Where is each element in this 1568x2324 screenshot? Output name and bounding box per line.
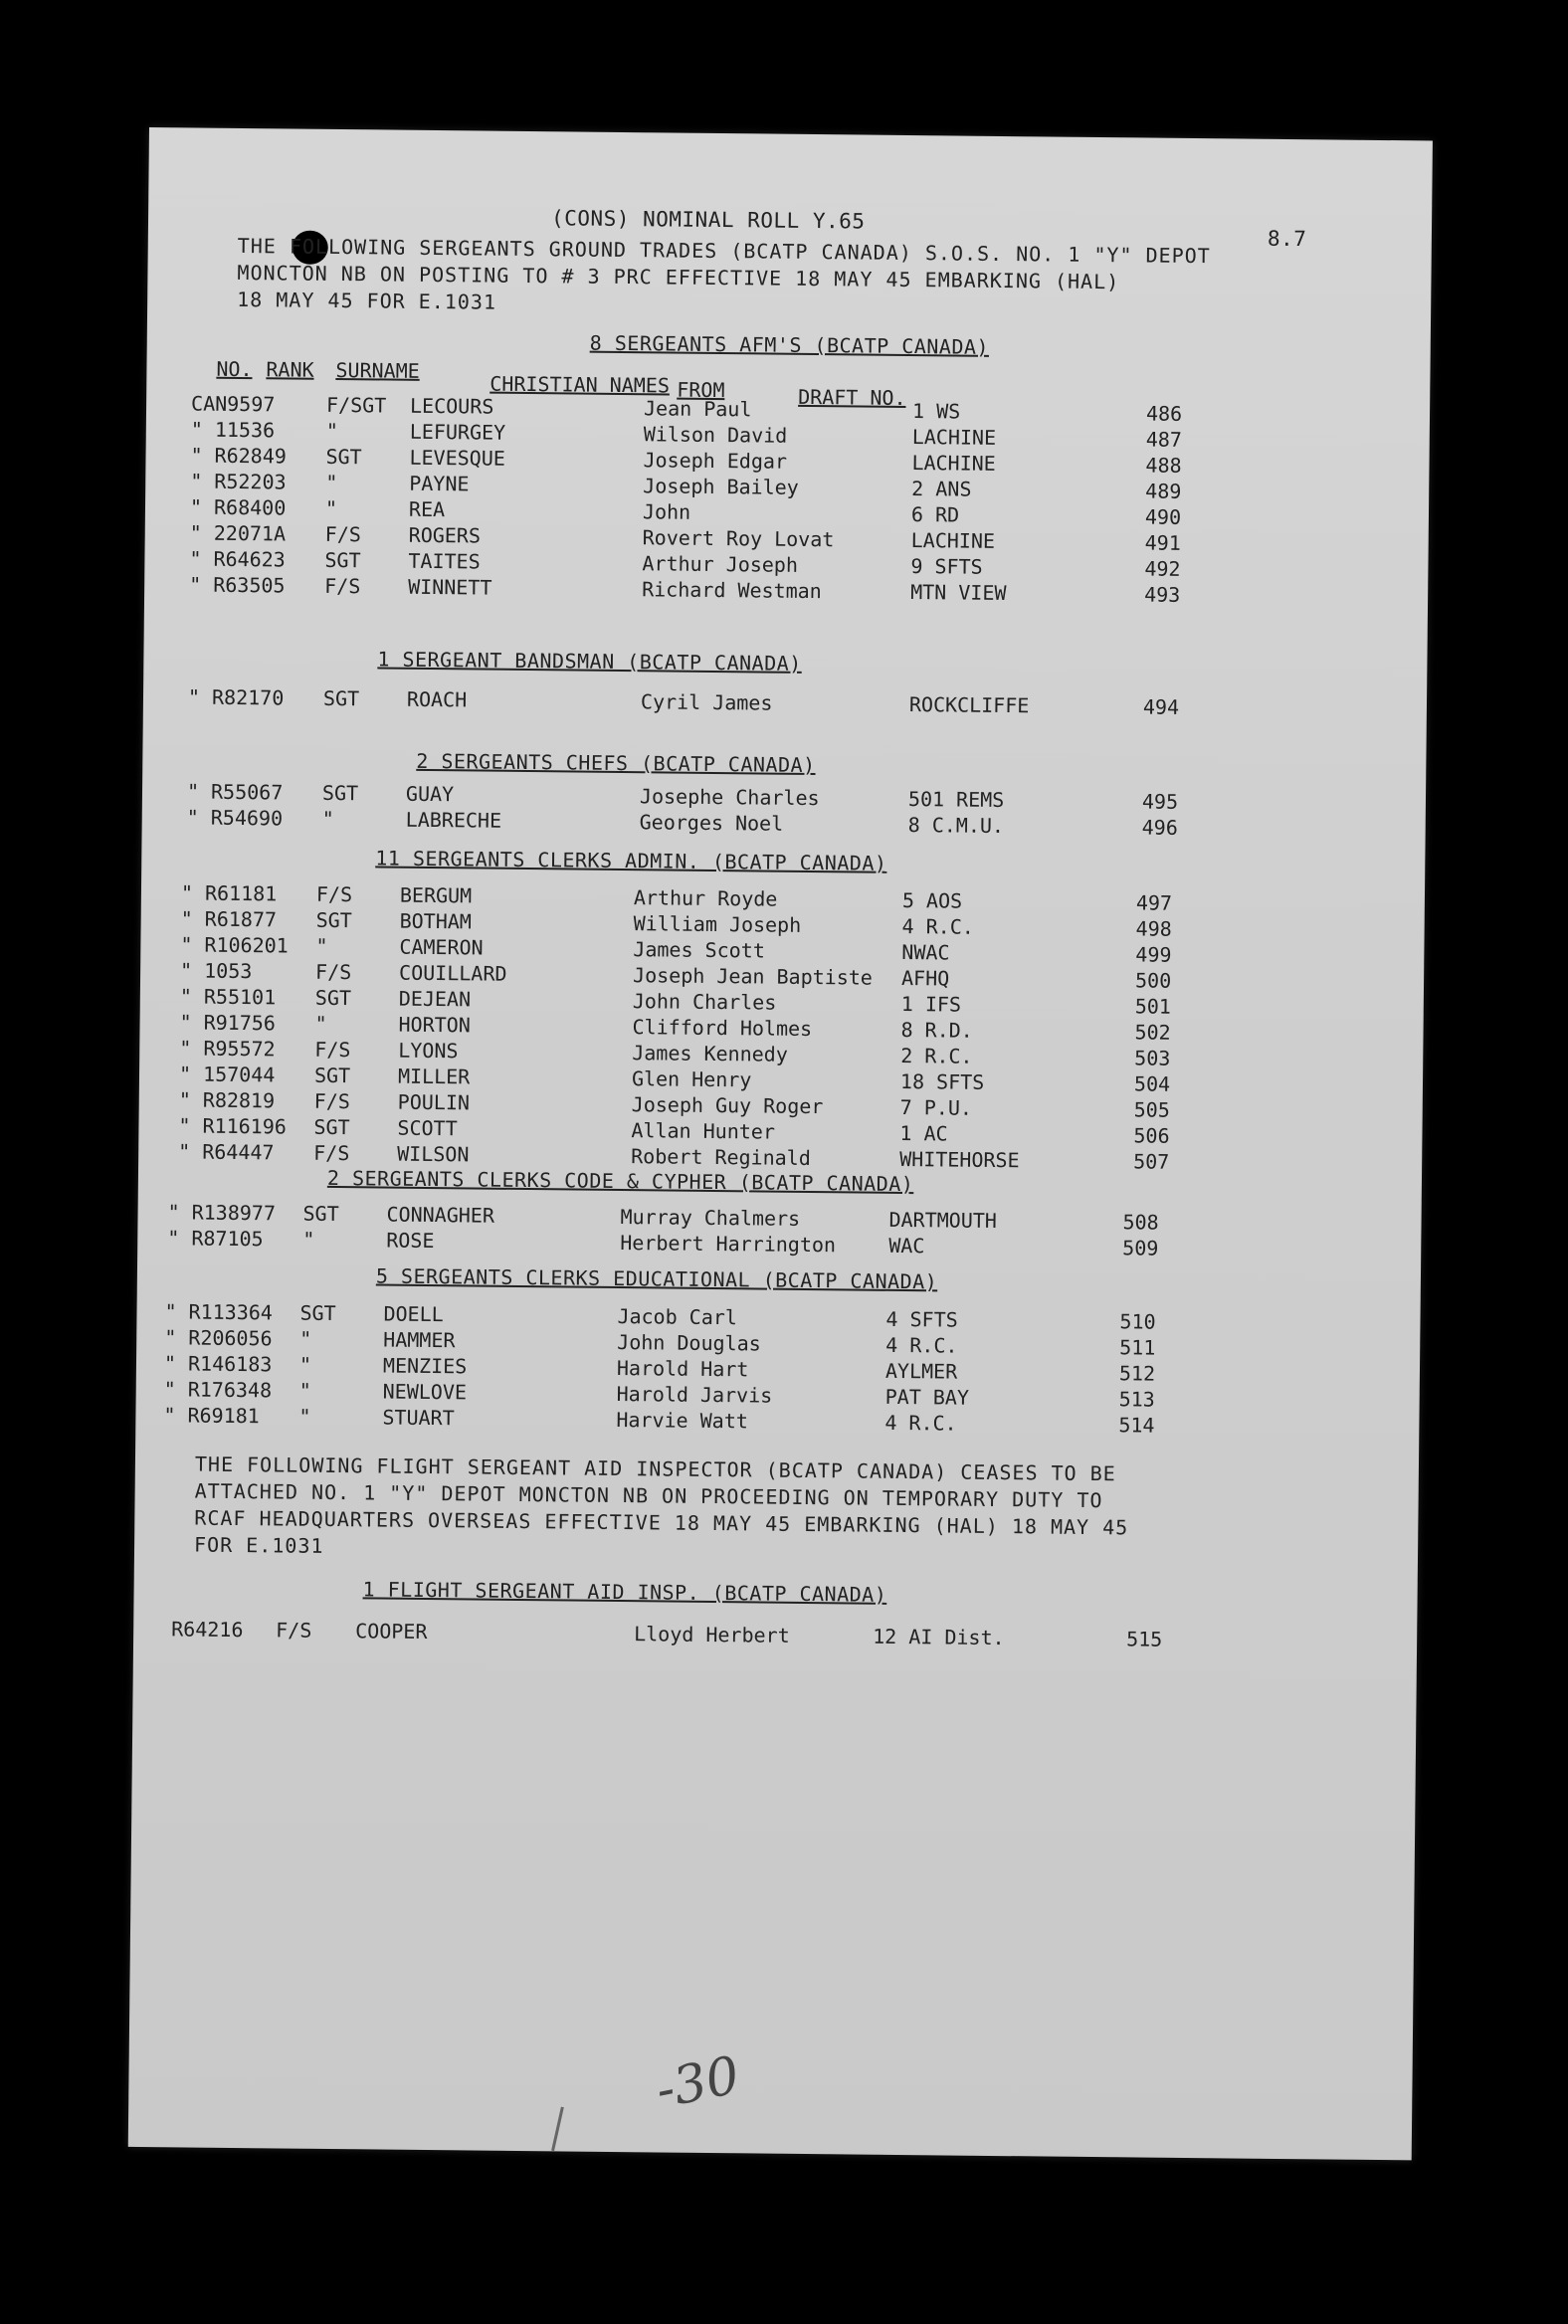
draft-number: 503 <box>1134 1046 1171 1070</box>
page-ref: 8.7 <box>1267 226 1307 252</box>
rank: " <box>321 806 334 831</box>
surname: WINNETT <box>408 574 492 600</box>
section-title: 1 SERGEANT BANDSMAN (BCATP CANADA) <box>377 647 802 676</box>
service-number: " R146183 <box>163 1351 273 1377</box>
intro-line-3: 18 MAY 45 FOR E.1031 <box>237 287 497 314</box>
draft-number: 513 <box>1118 1387 1155 1412</box>
christian-names: Rovert Roy Lovat <box>642 525 835 552</box>
from: 12 AI Dist. <box>873 1624 1005 1650</box>
christian-names: Arthur Royde <box>633 885 778 911</box>
surname: BERGUM <box>399 882 473 908</box>
from: AFHQ <box>900 965 950 991</box>
rank: " <box>302 1227 315 1252</box>
surname: REA <box>408 496 446 522</box>
service-number: " R87105 <box>167 1226 264 1252</box>
christian-names: Jacob Carl <box>617 1303 738 1330</box>
surname: HAMMER <box>383 1327 456 1353</box>
service-number: " 1053 <box>180 958 253 984</box>
closing-line-1: THE FOLLOWING FLIGHT SERGEANT AID INSPECTOR (BCATP CANADA) CEASES TO BE <box>194 1452 1116 1486</box>
service-number: " R176348 <box>163 1377 273 1403</box>
draft-number: 511 <box>1119 1335 1156 1360</box>
rank: " <box>298 1352 312 1377</box>
document-page <box>128 127 1433 2160</box>
rank: F/S <box>313 1140 350 1166</box>
table-row <box>171 1617 1365 1655</box>
from: 2 ANS <box>911 477 972 501</box>
christian-names: John Charles <box>632 989 777 1015</box>
christian-names: Richard Westman <box>642 577 822 604</box>
paper-tear <box>551 2107 564 2152</box>
col-draft: DRAFT NO. <box>798 384 906 410</box>
service-number: " R206056 <box>164 1325 273 1351</box>
from: LACHINE <box>911 425 997 450</box>
surname: SCOTT <box>397 1115 458 1141</box>
christian-names: Joseph Bailey <box>643 474 799 499</box>
surname: ROSE <box>386 1228 435 1254</box>
from: LACHINE <box>910 528 996 553</box>
rank: F/S <box>315 881 353 907</box>
from: 5 AOS <box>901 887 963 913</box>
surname: DEJEAN <box>398 986 472 1012</box>
draft-number: 489 <box>1145 479 1182 503</box>
from: 6 RD <box>910 502 960 527</box>
christian-names: James Scott <box>633 937 765 963</box>
service-number: " 157044 <box>178 1062 276 1087</box>
draft-number: 508 <box>1122 1210 1159 1235</box>
rank: " <box>298 1404 311 1429</box>
draft-number: 502 <box>1134 1020 1171 1045</box>
draft-number: 498 <box>1135 916 1172 941</box>
service-number: " R116196 <box>178 1113 287 1139</box>
christian-names: Murray Chalmers <box>620 1205 801 1231</box>
surname: LECOURS <box>409 393 494 419</box>
surname: HORTON <box>398 1012 471 1038</box>
service-number: R64216 <box>171 1617 244 1643</box>
table-row <box>188 684 1332 722</box>
from: 18 SFTS <box>899 1068 985 1094</box>
from: MTN VIEW <box>910 580 1007 606</box>
from: 2 R.C. <box>900 1043 973 1068</box>
from: 1 WS <box>911 399 961 424</box>
draft-number: 488 <box>1145 453 1182 478</box>
christian-names: John Douglas <box>617 1329 761 1356</box>
from: 4 SFTS <box>885 1306 958 1332</box>
christian-names: Harvie Watt <box>616 1407 748 1434</box>
from: 8 C.M.U. <box>907 813 1005 839</box>
closing-line-3: RCAF HEADQUARTERS OVERSEAS EFFECTIVE 18 MAY 45 EMBARKING (HAL) 18 MAY 45 <box>194 1505 1129 1540</box>
christian-names: Clifford Holmes <box>632 1015 813 1042</box>
christian-names: Joseph Edgar <box>643 448 788 474</box>
draft-number: 512 <box>1118 1361 1156 1386</box>
from: AYLMER <box>884 1358 958 1384</box>
christian-names: John <box>642 499 691 524</box>
rank: F/S <box>324 573 361 599</box>
from: LACHINE <box>911 451 996 476</box>
draft-number: 496 <box>1141 815 1178 840</box>
service-number: " R113364 <box>164 1299 274 1325</box>
from: 4 R.C. <box>885 1332 958 1358</box>
rank: SGT <box>322 685 360 711</box>
from: 4 R.C. <box>901 913 975 939</box>
surname: STUART <box>382 1405 455 1431</box>
draft-number: 493 <box>1144 582 1181 607</box>
draft-number: 510 <box>1119 1309 1156 1334</box>
draft-number: 491 <box>1144 530 1181 555</box>
rank: SGT <box>324 547 361 573</box>
from: 1 AC <box>899 1120 948 1146</box>
service-number: " R61181 <box>180 880 278 906</box>
from: 4 R.C. <box>884 1410 957 1436</box>
rank: " <box>298 1378 311 1403</box>
service-number: " R82170 <box>187 684 285 710</box>
from: 9 SFTS <box>910 554 983 579</box>
section-title: 8 SERGEANTS AFM'S (BCATP CANADA) <box>589 330 990 359</box>
surname: CAMERON <box>399 934 484 960</box>
section-title: 11 SERGEANTS CLERKS ADMIN. (BCATP CANADA) <box>375 846 887 875</box>
service-number: " R54690 <box>186 805 284 831</box>
draft-number: 506 <box>1133 1123 1170 1148</box>
christian-names: Georges Noel <box>639 810 784 836</box>
rank: F/S <box>313 1088 351 1114</box>
service-number: " R68400 <box>189 494 287 520</box>
service-number: " R82819 <box>178 1087 276 1113</box>
surname: MENZIES <box>382 1353 468 1379</box>
surname: ROACH <box>406 686 468 712</box>
rank: SGT <box>325 444 362 470</box>
roll-title: (CONS) NOMINAL ROLL Y.65 <box>550 206 866 234</box>
handwritten-note: -30 <box>651 2045 745 2121</box>
christian-names: Robert Reginald <box>631 1144 811 1171</box>
col-surname: SURNAME <box>335 357 420 383</box>
surname: LEVESQUE <box>409 445 505 471</box>
draft-number: 499 <box>1135 942 1172 967</box>
christian-names: Josephe Charles <box>639 784 820 811</box>
surname: GUAY <box>405 781 455 807</box>
rank: F/S <box>276 1618 312 1643</box>
service-number: " R55101 <box>179 984 277 1010</box>
from: NWAC <box>901 939 950 965</box>
from: 8 R.D. <box>900 1017 973 1043</box>
surname: LYONS <box>398 1038 459 1064</box>
christian-names: William Joseph <box>633 911 802 937</box>
service-number: " R138977 <box>167 1200 277 1226</box>
section-title: 1 FLIGHT SERGEANT AID INSP. (BCATP CANADA) <box>362 1577 887 1607</box>
draft-number: 501 <box>1134 994 1172 1019</box>
rank: SGT <box>315 907 352 933</box>
service-number: " R63505 <box>189 572 286 598</box>
surname: LEFURGEY <box>409 419 506 445</box>
col-from: FROM <box>677 377 725 403</box>
surname: COUILLARD <box>398 960 507 986</box>
rank: SGT <box>313 1063 351 1088</box>
rank: " <box>324 495 338 520</box>
rank: SGT <box>321 780 359 806</box>
service-number: " R95572 <box>179 1036 276 1062</box>
service-number: " R91756 <box>179 1010 277 1036</box>
section-title: 2 SERGEANTS CHEFS (BCATP CANADA) <box>416 748 816 778</box>
surname: WILSON <box>397 1141 470 1167</box>
christian-names: Lloyd Herbert <box>634 1622 790 1647</box>
service-number: CAN9597 <box>190 391 276 417</box>
christian-names: James Kennedy <box>632 1041 788 1066</box>
draft-number: 509 <box>1122 1236 1159 1260</box>
service-number: " R64623 <box>189 546 286 572</box>
draft-number: 494 <box>1142 694 1180 719</box>
from: DARTMOUTH <box>888 1207 998 1233</box>
christian-names: Cyril James <box>640 689 773 715</box>
rank: F/S <box>314 959 352 985</box>
christian-names: Glen Henry <box>631 1066 752 1092</box>
draft-number: 515 <box>1126 1627 1163 1651</box>
service-number: " 11536 <box>190 417 276 443</box>
christian-names: Jean Paul <box>643 396 752 422</box>
christian-names: Arthur Joseph <box>642 551 799 577</box>
service-number: " R64447 <box>178 1139 275 1165</box>
draft-number: 487 <box>1145 427 1183 452</box>
draft-number: 514 <box>1118 1413 1155 1438</box>
christian-names: Wilson David <box>643 422 788 448</box>
rank: " <box>315 933 328 958</box>
rank: " <box>325 470 338 495</box>
closing-line-2: ATTACHED NO. 1 "Y" DEPOT MONCTON NB ON PROCEEDING ON TEMPORARY DUTY TO <box>194 1478 1103 1513</box>
intro-line-2: MONCTON NB ON POSTING TO # 3 PRC EFFECTIVE 18 MAY 45 EMBARKING (HAL) <box>237 260 1120 294</box>
surname: BOTHAM <box>399 908 473 934</box>
draft-number: 495 <box>1141 789 1179 814</box>
surname: CONNAGHER <box>386 1202 495 1228</box>
rank: SGT <box>314 985 352 1011</box>
draft-number: 492 <box>1144 556 1181 581</box>
service-number: " 22071A <box>189 520 287 546</box>
col-rank: RANK <box>266 357 314 382</box>
christian-names: Joseph Jean Baptiste <box>632 963 874 990</box>
draft-number: 505 <box>1133 1097 1170 1122</box>
draft-number: 490 <box>1144 504 1182 529</box>
christian-names: Joseph Guy Roger <box>631 1092 824 1119</box>
surname: POULIN <box>397 1089 471 1115</box>
from: ROCKCLIFFE <box>908 692 1030 718</box>
christian-names: Allan Hunter <box>631 1118 776 1144</box>
from: WHITEHORSE <box>899 1146 1020 1173</box>
col-no: NO. <box>216 356 253 382</box>
intro-line-1: THE FOLLOWING SERGEANTS GROUND TRADES (BCATP CANADA) S.O.S. NO. 1 "Y" DEPOT <box>237 233 1211 269</box>
draft-number: 507 <box>1133 1149 1170 1174</box>
from: 501 REMS <box>907 787 1005 813</box>
service-number: " R55067 <box>186 779 284 805</box>
draft-number: 500 <box>1134 968 1172 993</box>
closing-line-4: FOR E.1031 <box>193 1532 324 1558</box>
service-number: " R69181 <box>163 1403 260 1429</box>
rank: " <box>299 1326 312 1351</box>
rank: " <box>314 1011 327 1036</box>
from: 7 P.U. <box>899 1094 973 1120</box>
draft-number: 497 <box>1135 890 1173 915</box>
service-number: " R61877 <box>180 906 278 932</box>
surname: NEWLOVE <box>382 1379 468 1405</box>
surname: DOELL <box>383 1301 444 1327</box>
service-number: " R62849 <box>190 443 288 469</box>
section-title: 2 SERGEANTS CLERKS CODE & CYPHER (BCATP CANADA) <box>326 1165 914 1197</box>
rank: F/SGT <box>325 392 387 418</box>
christian-names: Harold Hart <box>616 1355 749 1382</box>
rank: " <box>325 418 338 444</box>
christian-names: Herbert Harrington <box>620 1231 837 1258</box>
surname: PAYNE <box>409 471 470 496</box>
service-number: " R106201 <box>180 932 289 958</box>
rank: F/S <box>324 521 361 547</box>
col-christian: CHRISTIAN NAMES <box>490 371 671 398</box>
from: 1 IFS <box>900 991 962 1017</box>
from: WAC <box>888 1233 925 1259</box>
service-number: " R52203 <box>190 469 287 494</box>
rank: SGT <box>313 1114 350 1140</box>
surname: ROGERS <box>408 522 482 548</box>
draft-number: 504 <box>1133 1071 1171 1096</box>
surname: COOPER <box>355 1619 428 1645</box>
rank: SGT <box>299 1300 336 1326</box>
christian-names: Harold Jarvis <box>616 1381 773 1408</box>
surname: MILLER <box>397 1064 471 1089</box>
section-title: 5 SERGEANTS CLERKS EDUCATIONAL (BCATP CANADA) <box>375 1263 938 1294</box>
from: PAT BAY <box>884 1384 970 1410</box>
rank: F/S <box>314 1037 351 1063</box>
draft-number: 486 <box>1145 401 1183 426</box>
surname: TAITES <box>408 548 481 574</box>
surname: LABRECHE <box>405 807 502 833</box>
rank: SGT <box>302 1201 339 1227</box>
